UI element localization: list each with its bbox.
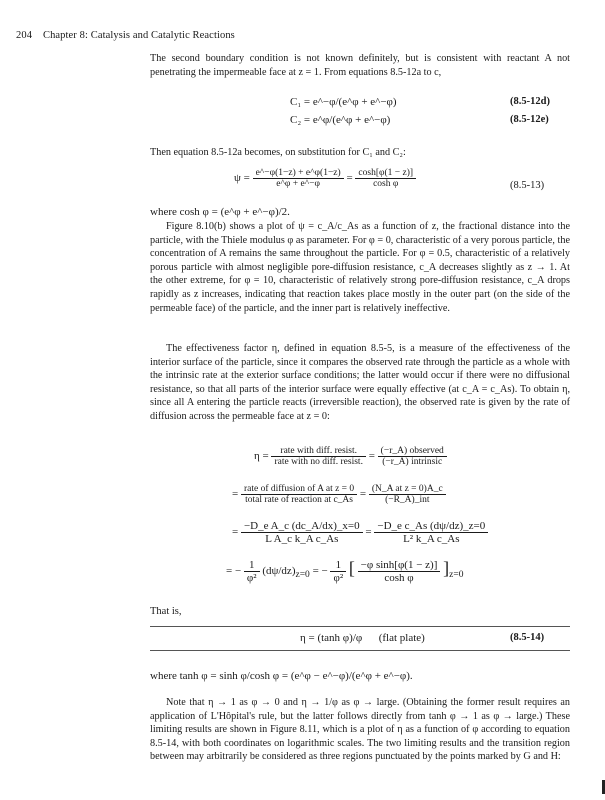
intro-paragraph: The second boundary condition is not known definitely, but is consistent with reactant A not penetrating the impermeable face at z = 1. From equations 8.5-12a to c, bbox=[150, 53, 570, 78]
denominator: (−R_A)_int bbox=[385, 495, 430, 505]
equation-number: (8.5-14) bbox=[510, 632, 545, 643]
denominator: L² k_A c_As bbox=[403, 533, 460, 545]
numerator: −D_e A_c (dc_A/dx)_x=0 bbox=[241, 520, 363, 533]
that-is-label: That is, bbox=[150, 606, 182, 617]
denominator: (−r_A) intrinsic bbox=[382, 457, 443, 467]
equation-number: (8.5-12d) bbox=[510, 96, 550, 107]
subscript: z=0 bbox=[449, 570, 464, 581]
derivation-line-4 bbox=[226, 558, 463, 584]
fraction bbox=[374, 520, 488, 545]
effectiveness-paragraph: The effectiveness factor η, defined in equation 8.5-5, is a measure of the effectiveness of the interior surface of the particle, since it compares the observed rate through the particle as a whole with the intrinsic rate at the exterior surface conditions; the latter would occur if there were no diffusional resistance, so that all parts of the interior surface were equally effective (at c_A = c_As). To obtain η, since all A entering the particle reacts (irreversible reaction), the observed rate is given by the rate of diffusion across the permeable face at z = 0: bbox=[150, 343, 570, 422]
fraction-cosh bbox=[355, 168, 416, 189]
numerator: rate with diff. resist. bbox=[271, 446, 365, 457]
denominator: total rate of reaction at c_As bbox=[245, 495, 353, 505]
derivative-term: (dψ/dz) bbox=[262, 565, 296, 577]
equals-sign: = bbox=[346, 172, 353, 185]
denominator: φ² bbox=[333, 571, 344, 584]
fraction bbox=[241, 484, 357, 505]
figure-paragraph: Figure 8.10(b) shows a plot of ψ = c_A/c_As as a function of z, the fractional distance into the particle, with the Thiele modulus φ as parameter. For φ = 0, characteristic of a very porous particle, the concentration of A remains the same throughout the particle. For φ = 0.5, characteristic of a relatively porous particle with almost negligible pore-diffusion resistance, c_A decreases slightly as z → 1. At the other extreme, for φ = 10, characteristic of relatively strong pore-diffusion resistance, c_A drops rapidly as z increases, indicating that reaction takes place mostly in the outer part (on the side of the permeable face) of the particle, and the inner part is relatively ineffective. bbox=[150, 221, 570, 314]
equation-8-5-12e bbox=[290, 114, 390, 126]
fraction bbox=[271, 446, 365, 467]
fraction bbox=[241, 520, 363, 545]
denominator: e^φ + e^−φ bbox=[276, 179, 321, 189]
equation-8-5-13 bbox=[234, 168, 416, 189]
equals-sign: = bbox=[368, 450, 375, 463]
equation-box-bottom-rule bbox=[150, 650, 570, 651]
equation-box-top-rule bbox=[150, 626, 570, 627]
derivation-line-1 bbox=[254, 446, 447, 467]
equation-body: C₂ = e^φ/(e^φ + e^−φ) bbox=[290, 114, 391, 126]
equals-sign: = bbox=[232, 488, 239, 501]
derivation-line-2 bbox=[232, 484, 446, 505]
numerator: −φ sinh[φ(1 − z)] bbox=[358, 559, 441, 572]
where-tanh-line: where tanh φ = sinh φ/cosh φ = (e^φ − e^−φ)/(e^φ + e^−φ). bbox=[150, 670, 413, 682]
numerator: (−r_A) observed bbox=[378, 446, 447, 457]
bracket-open: [ bbox=[348, 558, 355, 578]
denominator: φ² bbox=[246, 571, 257, 584]
equation-note: (flat plate) bbox=[378, 632, 425, 644]
equation-number: (8.5-12e) bbox=[510, 114, 549, 125]
equals-sign: = bbox=[232, 526, 239, 539]
equation-body: C₁ = e^−φ/(e^φ + e^−φ) bbox=[290, 96, 397, 108]
numerator: 1 bbox=[330, 559, 346, 572]
eta-lhs: η = bbox=[254, 450, 269, 463]
chapter-title: Chapter 8: Catalysis and Catalytic Reactions bbox=[42, 30, 235, 41]
denominator: rate with no diff. resist. bbox=[274, 457, 363, 467]
subscript: z=0 bbox=[295, 570, 310, 581]
where-cosh-line: where cosh φ = (e^φ + e^−φ)/2. bbox=[150, 206, 290, 218]
equation-8-5-12d bbox=[290, 96, 397, 108]
numerator: −D_e c_As (dψ/dz)_z=0 bbox=[374, 520, 488, 533]
numerator: 1 bbox=[244, 559, 260, 572]
running-header bbox=[16, 30, 235, 41]
equals-sign: = − bbox=[312, 565, 328, 577]
fraction bbox=[369, 484, 446, 505]
equals-sign: = bbox=[359, 488, 367, 501]
then-paragraph: Then equation 8.5-12a becomes, on substitution for C₁ and C₂: bbox=[150, 147, 406, 158]
psi-lhs: ψ = bbox=[234, 172, 250, 185]
fraction-exponential bbox=[253, 168, 344, 189]
bracket-close: ] bbox=[443, 558, 450, 578]
denominator: L A_c k_A c_As bbox=[265, 533, 339, 545]
equation-number: (8.5-13) bbox=[510, 180, 545, 191]
equation-body: η = (tanh φ)/φ bbox=[300, 632, 363, 644]
equals-sign: = − bbox=[226, 565, 242, 577]
numerator: (N_A at z = 0)A_c bbox=[369, 484, 446, 495]
fraction bbox=[330, 559, 346, 584]
derivation-line-3 bbox=[232, 520, 488, 545]
fraction bbox=[378, 446, 447, 467]
note-paragraph: Note that η → 1 as φ → 0 and η → 1/φ as φ → large. (Obtaining the former result requires an application of L'Hôpital's rule, but the latter follows directly from tanh φ → 1 as φ → large.) These limiting results are shown in Figure 8.11, which is a plot of η as a function of φ according to equation 8.5-14, with both coordinates on logarithmic scales. The two limiting results and the transition region between may arbitrarily be considered as three regions punctuated by the points marked by G and H: bbox=[150, 697, 570, 763]
numerator: rate of diffusion of A at z = 0 bbox=[241, 484, 357, 495]
page-number: 204 bbox=[16, 30, 33, 41]
equation-8-5-14 bbox=[300, 632, 425, 644]
numerator: cosh[φ(1 − z)] bbox=[355, 168, 416, 179]
numerator: e^−φ(1−z) + e^φ(1−z) bbox=[253, 168, 344, 179]
denominator: cosh φ bbox=[384, 571, 414, 584]
denominator: cosh φ bbox=[373, 179, 399, 189]
equals-sign: = bbox=[365, 526, 372, 539]
fraction bbox=[358, 559, 441, 584]
fraction bbox=[244, 559, 260, 584]
